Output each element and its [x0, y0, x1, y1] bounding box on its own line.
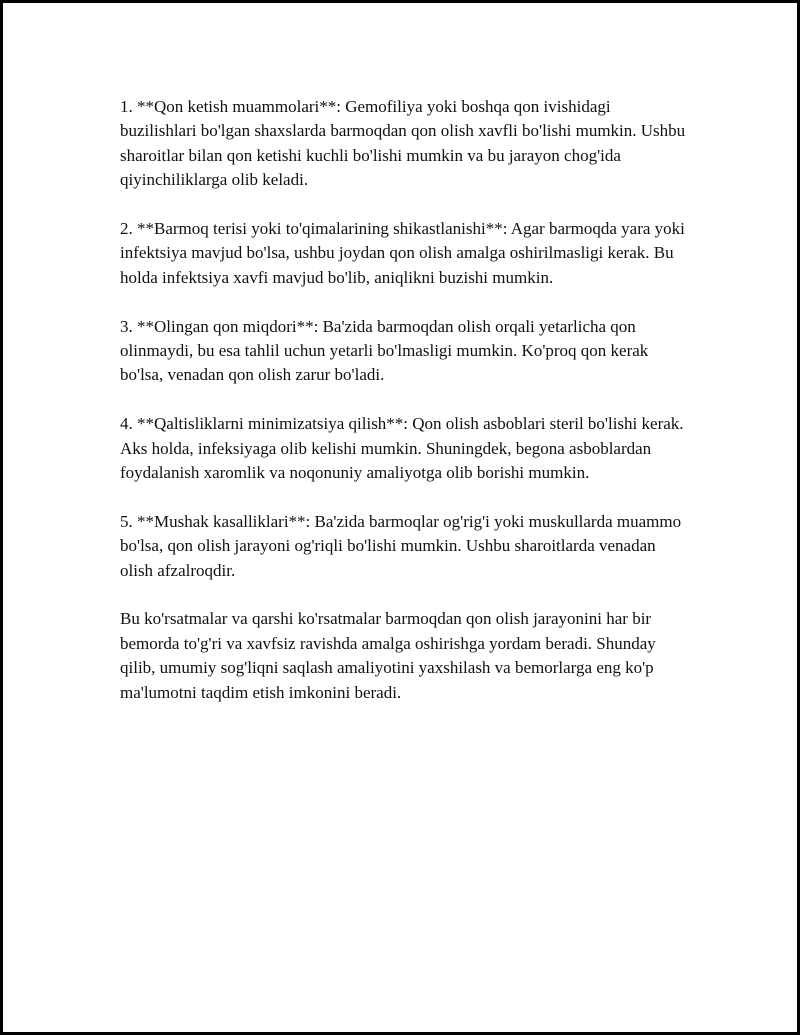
paragraph-5: 5. **Mushak kasalliklari**: Ba'zida barmoqlar og'rig'i yoki muskullarda muammo bo'lsa, qon olish jarayoni og'riqli bo'lishi mumkin. Ushbu sharoitlarda venadan olish afzalroqdir. — [120, 511, 682, 580]
paragraph-2: 2. **Barmoq terisi yoki to'qimalarining shikastlanishi**: Agar barmoqda yara yoki infektsiya mavjud bo'lsa, ushbu joydan qon olish amalga oshirilmasligi kerak. Bu holda infektsiya xavfi mavjud bo'lib, aniqlikni buzishi mumkin. — [120, 219, 685, 287]
paragraph-1: 1. **Qon ketish muammolari**: Gemofiliya yoki boshqa qon ivishidagi buzilishlari bo'lgan shaxslarda barmoqdan qon olish xavfli bo'lishi mumkin. Ushbu sharoitlar bilan qon ketishi kuchli bo'lishi mumkin va bu jarayon chog'ida qiyinchiliklarga olib keladi. — [120, 97, 686, 190]
paragraph-summary: Bu ko'rsatmalar va qarshi ko'rsatmalar barmoqdan qon olish jarayonini har bir bemorda to'g'ri va xavfsiz ravishda amalga oshirishga yordam beradi. Shunday qilib, umumiy sog'liqni saqlash amaliyotini yaxshilash va bemorlarga eng ko'p ma'lumotni taqdim etish imkonini beradi. — [120, 609, 656, 702]
document-body — [120, 95, 690, 729]
paragraph-3: 3. **Olingan qon miqdori**: Ba'zida barmoqdan olish orqali yetarlicha qon olinmaydi, bu esa tahlil uchun yetarli bo'lmasligi mumkin. Ko'proq qon kerak bo'lsa, venadan qon olish zarur bo'ladi. — [120, 316, 649, 385]
paragraph-4: 4. **Qaltisliklarni minimizatsiya qilish**: Qon olish asboblari steril bo'lishi kerak. Aks holda, infeksiyaga olib kelishi mumkin. Shuningdek, begona asboblardan foydalanish xaromlik va noqonuniy amaliyotga olib borishi mumkin. — [120, 414, 684, 483]
